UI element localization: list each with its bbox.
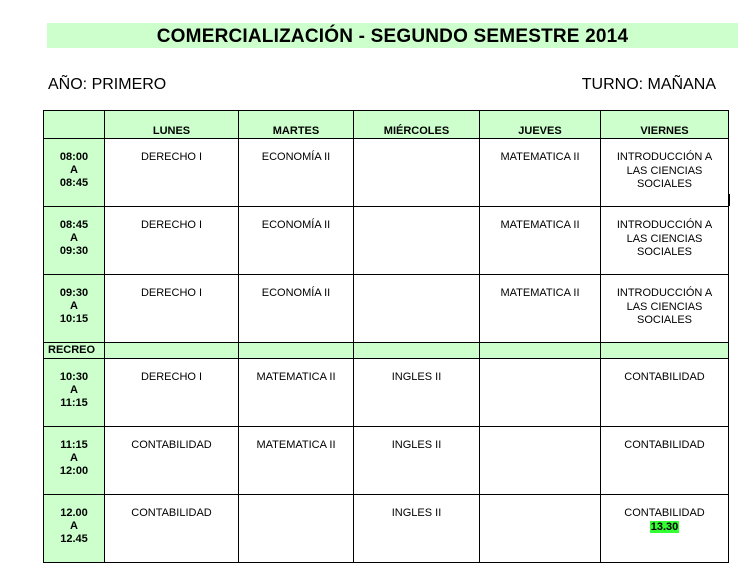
time-slot-row [44, 359, 729, 427]
subject-line: INGLES II [391, 439, 442, 451]
day-header: VIERNES [601, 111, 729, 139]
subject-line: DERECHO I [140, 287, 203, 299]
time-line: A [70, 164, 78, 176]
time-line: 08:00 [59, 151, 89, 163]
day-header: JUEVES [480, 111, 601, 139]
recess-cell [601, 343, 729, 359]
time-line: 08:45 [59, 219, 89, 231]
subject-cell [354, 359, 480, 427]
time-cell [44, 207, 105, 275]
subject-cell [480, 207, 601, 275]
subject-line: INTRODUCCIÓN A [616, 219, 713, 231]
recess-cell [239, 343, 354, 359]
subject-line: DERECHO I [140, 151, 203, 163]
time-line: A [70, 452, 78, 464]
subject-line: CONTABILIDAD [131, 439, 212, 451]
subject-cell [239, 139, 354, 207]
time-slot-row [44, 139, 729, 207]
subject-line: MATEMATICA II [500, 151, 580, 163]
subject-line: CONTABILIDAD [624, 371, 705, 383]
subject-cell [239, 495, 354, 563]
time-line: A [70, 384, 78, 396]
time-slot-row [44, 207, 729, 275]
subject-cell [601, 359, 729, 427]
subject-cell [105, 427, 239, 495]
time-line: 12:00 [59, 465, 89, 477]
subject-line: MATEMATICA II [500, 219, 580, 231]
subject-cell [601, 275, 729, 343]
subject-cell [601, 495, 729, 563]
subject-cell [354, 207, 480, 275]
time-slot-row [44, 427, 729, 495]
subject-cell [601, 427, 729, 495]
schedule-table [43, 110, 729, 563]
time-line: 09:30 [59, 287, 89, 299]
time-line: 12.45 [60, 533, 88, 545]
subject-cell [105, 359, 239, 427]
subject-line: DERECHO I [140, 371, 203, 383]
recess-row [44, 343, 729, 359]
subject-line: SOCIALES [636, 246, 693, 258]
subject-line: MATEMATICA II [500, 287, 580, 299]
recess-cell [480, 343, 601, 359]
time-line: 12.00 [60, 507, 88, 519]
subject-line: LAS CIENCIAS [626, 232, 703, 245]
subject-line: MATEMATICA II [256, 439, 336, 451]
year-label: AÑO: PRIMERO [48, 76, 167, 93]
subject-line: ECONOMÍA II [261, 219, 331, 231]
subject-cell [239, 427, 354, 495]
subject-line: INGLES II [391, 371, 442, 383]
subject-cell [354, 139, 480, 207]
subject-line: DERECHO I [140, 219, 203, 231]
subject-cell [105, 207, 239, 275]
subject-cell [239, 207, 354, 275]
subject-cell [480, 427, 601, 495]
subject-line: MATEMATICA II [256, 371, 336, 383]
subject-cell [105, 495, 239, 563]
subject-cell [105, 275, 239, 343]
time-line: 10:15 [59, 313, 89, 325]
subject-line: LAS CIENCIAS [626, 164, 703, 177]
subject-line: CONTABILIDAD [624, 507, 705, 519]
subject-line: CONTABILIDAD [624, 439, 705, 451]
subject-line: CONTABILIDAD [131, 507, 212, 519]
end-time-note: 13.30 [650, 520, 679, 533]
day-header: MIÉRCOLES [354, 111, 480, 139]
time-cell [44, 275, 105, 343]
recess-cell [354, 343, 480, 359]
time-line: 11:15 [60, 439, 88, 451]
subject-line: INGLES II [391, 507, 442, 519]
subject-cell [354, 495, 480, 563]
time-line: A [70, 300, 78, 312]
time-line: 10:30 [59, 371, 89, 383]
subject-cell [239, 359, 354, 427]
time-cell [44, 495, 105, 563]
subject-cell [354, 275, 480, 343]
time-line: A [70, 232, 78, 244]
time-cell [44, 139, 105, 207]
recess-label: RECREO [44, 343, 105, 359]
day-header: LUNES [105, 111, 239, 139]
time-line: 09:30 [59, 245, 89, 257]
time-cell [44, 427, 105, 495]
subject-cell [105, 139, 239, 207]
recess-cell [105, 343, 239, 359]
time-line: 11:15 [60, 397, 88, 409]
time-slot-row [44, 495, 729, 563]
time-line: A [70, 520, 78, 532]
subject-line: INTRODUCCIÓN A [616, 151, 713, 163]
page-title: COMERCIALIZACIÓN - SEGUNDO SEMESTRE 2014 [47, 23, 738, 48]
subject-line: ECONOMÍA II [261, 287, 331, 299]
subject-line: ECONOMÍA II [261, 151, 331, 163]
header-row [44, 111, 729, 139]
subject-cell [480, 139, 601, 207]
subject-cell [480, 495, 601, 563]
subject-cell [601, 207, 729, 275]
subject-line: SOCIALES [636, 178, 693, 190]
subject-line: INTRODUCCIÓN A [616, 287, 713, 299]
time-cell [44, 359, 105, 427]
time-line: 08:45 [59, 177, 89, 189]
subject-line: LAS CIENCIAS [626, 300, 703, 313]
subject-cell [239, 275, 354, 343]
corner-cell [44, 111, 105, 139]
subject-cell [354, 427, 480, 495]
day-header: MARTES [239, 111, 354, 139]
subject-line: SOCIALES [636, 314, 693, 326]
subject-cell [480, 359, 601, 427]
shift-label: TURNO: MAÑANA [581, 76, 716, 93]
subject-cell [480, 275, 601, 343]
time-slot-row [44, 275, 729, 343]
subject-cell [601, 139, 729, 207]
